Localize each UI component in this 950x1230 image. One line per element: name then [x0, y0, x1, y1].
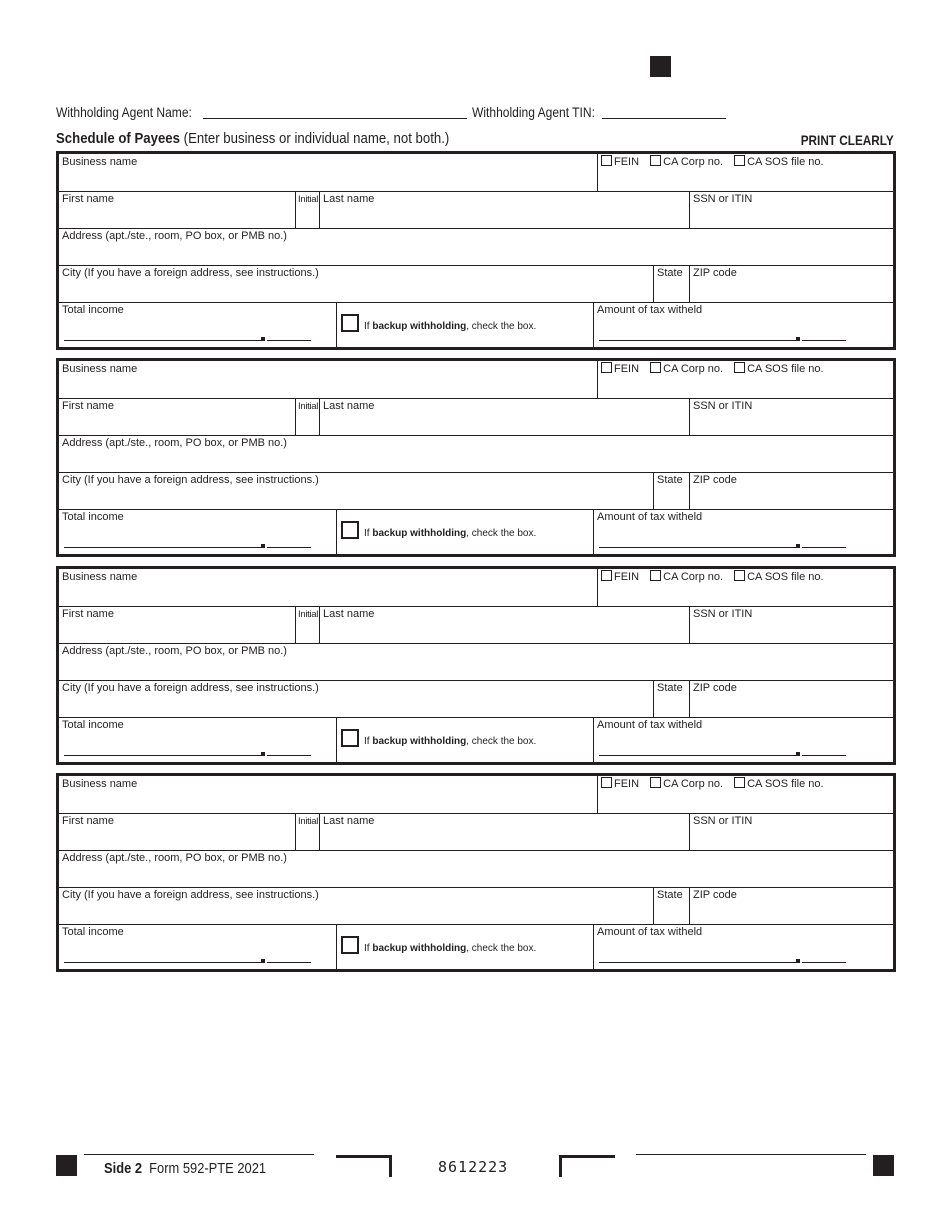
name-row	[59, 813, 893, 851]
tax-withheld-cents-line	[802, 755, 846, 756]
corner-mark-1	[336, 1155, 392, 1177]
ca-sos-label: CA SOS file no.	[747, 156, 824, 168]
agent-tin-field[interactable]	[602, 104, 726, 119]
city-field[interactable]	[59, 265, 653, 302]
tax-withheld-label: Amount of tax witheld	[597, 511, 703, 523]
ca-sos-checkbox[interactable]	[734, 570, 745, 581]
state-field[interactable]	[653, 472, 690, 509]
business-name-label: Business name	[62, 571, 138, 583]
business-name-label: Business name	[62, 778, 138, 790]
tax-withheld-cents-line	[802, 547, 846, 548]
tax-withheld-dollars-line	[599, 755, 796, 756]
tax-withheld-dollars-line	[599, 547, 796, 548]
business-row	[59, 154, 893, 192]
backup-withholding-label: If backup withholding, check the box.	[364, 943, 537, 954]
first-name-field[interactable]	[59, 191, 295, 228]
address-field[interactable]	[59, 435, 893, 472]
fein-checkbox[interactable]	[601, 570, 612, 581]
amount-row	[59, 302, 893, 347]
initial-label: Initial	[298, 401, 319, 412]
decimal-point	[796, 959, 800, 963]
city-row	[59, 472, 893, 510]
agent-name-label: Withholding Agent Name:	[56, 104, 192, 120]
initial-label: Initial	[298, 816, 319, 827]
ca-corp-checkbox[interactable]	[650, 570, 661, 581]
state-label: State	[657, 682, 683, 694]
tax-withheld-field[interactable]	[593, 924, 894, 969]
ssn-itin-label: SSN or ITIN	[693, 400, 753, 412]
last-name-label: Last name	[323, 193, 375, 205]
footer-form-id	[104, 1160, 266, 1178]
ssn-itin-field[interactable]	[689, 813, 894, 850]
name-row	[59, 606, 893, 644]
total-income-label: Total income	[62, 926, 124, 938]
decimal-point	[261, 544, 265, 548]
agent-tin-label: Withholding Agent TIN:	[472, 104, 595, 120]
registration-mark	[650, 56, 671, 77]
business-name-label: Business name	[62, 363, 138, 375]
payee-block	[56, 358, 896, 557]
first-name-label: First name	[62, 400, 114, 412]
last-name-field[interactable]	[319, 606, 690, 643]
total-income-dollars-line	[64, 340, 261, 341]
state-label: State	[657, 474, 683, 486]
tax-withheld-cents-line	[802, 340, 846, 341]
decimal-point	[796, 752, 800, 756]
tax-withheld-field[interactable]	[593, 717, 894, 762]
tax-withheld-label: Amount of tax witheld	[597, 926, 703, 938]
decimal-point	[796, 337, 800, 341]
last-name-label: Last name	[323, 400, 375, 412]
decimal-point	[261, 752, 265, 756]
amount-row	[59, 924, 893, 969]
total-income-dollars-line	[64, 755, 261, 756]
ca-sos-checkbox[interactable]	[734, 362, 745, 373]
ca-corp-label: CA Corp no.	[663, 778, 724, 790]
business-row	[59, 569, 893, 607]
address-row	[59, 435, 893, 473]
business-name-field[interactable]	[59, 154, 597, 191]
fein-checkbox[interactable]	[601, 777, 612, 788]
decimal-point	[261, 337, 265, 341]
fein-checkbox[interactable]	[601, 362, 612, 373]
print-clearly-label: PRINT CLEARLY	[800, 132, 894, 148]
ssn-itin-field[interactable]	[689, 191, 894, 228]
ca-corp-label: CA Corp no.	[663, 571, 724, 583]
business-name-label: Business name	[62, 156, 138, 168]
state-field[interactable]	[653, 265, 690, 302]
total-income-label: Total income	[62, 719, 124, 731]
first-name-field[interactable]	[59, 398, 295, 435]
backup-withholding-label: If backup withholding, check the box.	[364, 736, 537, 747]
state-label: State	[657, 267, 683, 279]
city-label: City (If you have a foreign address, see instructions.)	[62, 474, 319, 486]
city-field[interactable]	[59, 680, 653, 717]
last-name-label: Last name	[323, 815, 375, 827]
ca-corp-label: CA Corp no.	[663, 156, 724, 168]
address-field[interactable]	[59, 228, 893, 265]
fein-label: FEIN	[614, 571, 640, 583]
first-name-label: First name	[62, 815, 114, 827]
state-field[interactable]	[653, 887, 690, 924]
fein-label: FEIN	[614, 778, 640, 790]
tax-withheld-cents-line	[802, 962, 846, 963]
address-field[interactable]	[59, 643, 893, 680]
first-name-label: First name	[62, 608, 114, 620]
backup-withholding-field	[336, 717, 594, 762]
city-field[interactable]	[59, 472, 653, 509]
backup-withholding-label: If backup withholding, check the box.	[364, 321, 537, 332]
ssn-itin-label: SSN or ITIN	[693, 815, 753, 827]
city-label: City (If you have a foreign address, see instructions.)	[62, 889, 319, 901]
city-label: City (If you have a foreign address, see instructions.)	[62, 682, 319, 694]
ca-sos-label: CA SOS file no.	[747, 363, 824, 375]
total-income-label: Total income	[62, 511, 124, 523]
payee-block	[56, 773, 896, 972]
total-income-field[interactable]	[59, 717, 336, 762]
address-label: Address (apt./ste., room, PO box, or PMB no.)	[62, 230, 287, 242]
name-row	[59, 191, 893, 229]
backup-withholding-checkbox[interactable]	[341, 729, 359, 747]
zip-label: ZIP code	[693, 682, 737, 694]
tax-withheld-field[interactable]	[593, 302, 894, 347]
fein-checkbox[interactable]	[601, 155, 612, 166]
zip-field[interactable]	[689, 265, 894, 302]
id-type-field	[597, 569, 894, 606]
ca-corp-checkbox[interactable]	[650, 362, 661, 373]
initial-label: Initial	[298, 194, 319, 205]
last-name-field[interactable]	[319, 813, 690, 850]
footer-mark-right	[873, 1155, 894, 1176]
address-label: Address (apt./ste., room, PO box, or PMB no.)	[62, 645, 287, 657]
footer-rule-left	[84, 1154, 314, 1155]
backup-withholding-field	[336, 302, 594, 347]
ssn-itin-field[interactable]	[689, 606, 894, 643]
ca-corp-checkbox[interactable]	[650, 777, 661, 788]
address-field[interactable]	[59, 850, 893, 887]
ca-corp-checkbox[interactable]	[650, 155, 661, 166]
first-name-field[interactable]	[59, 813, 295, 850]
total-income-field[interactable]	[59, 509, 336, 554]
id-type-field	[597, 361, 894, 398]
initial-label: Initial	[298, 609, 319, 620]
first-name-label: First name	[62, 193, 114, 205]
ca-sos-checkbox[interactable]	[734, 777, 745, 788]
form-code: 8612223	[438, 1158, 509, 1176]
fein-label: FEIN	[614, 363, 640, 375]
city-row	[59, 887, 893, 925]
total-income-dollars-line	[64, 547, 261, 548]
city-row	[59, 680, 893, 718]
backup-withholding-checkbox[interactable]	[341, 936, 359, 954]
corner-mark-2	[559, 1155, 615, 1177]
initial-field[interactable]	[295, 398, 320, 435]
business-row	[59, 776, 893, 814]
total-income-cents-line	[267, 755, 311, 756]
ssn-itin-label: SSN or ITIN	[693, 193, 753, 205]
tax-withheld-label: Amount of tax witheld	[597, 304, 703, 316]
city-field[interactable]	[59, 887, 653, 924]
ssn-itin-field[interactable]	[689, 398, 894, 435]
total-income-cents-line	[267, 340, 311, 341]
backup-withholding-field	[336, 509, 594, 554]
address-row	[59, 643, 893, 681]
business-name-field[interactable]	[59, 776, 597, 813]
id-type-field	[597, 154, 894, 191]
zip-label: ZIP code	[693, 474, 737, 486]
total-income-cents-line	[267, 962, 311, 963]
address-row	[59, 850, 893, 888]
footer-mark-left	[56, 1155, 77, 1176]
zip-field[interactable]	[689, 680, 894, 717]
agent-name-field[interactable]	[203, 104, 467, 119]
tax-withheld-dollars-line	[599, 962, 796, 963]
ca-sos-label: CA SOS file no.	[747, 571, 824, 583]
backup-withholding-checkbox[interactable]	[341, 521, 359, 539]
backup-withholding-field	[336, 924, 594, 969]
payee-block	[56, 151, 896, 350]
form-label: Form 592-PTE 2021	[149, 1160, 267, 1177]
amount-row	[59, 717, 893, 762]
state-field[interactable]	[653, 680, 690, 717]
total-income-field[interactable]	[59, 924, 336, 969]
business-name-field[interactable]	[59, 569, 597, 606]
address-label: Address (apt./ste., room, PO box, or PMB no.)	[62, 437, 287, 449]
tax-withheld-label: Amount of tax witheld	[597, 719, 703, 731]
address-label: Address (apt./ste., room, PO box, or PMB no.)	[62, 852, 287, 864]
last-name-field[interactable]	[319, 191, 690, 228]
city-label: City (If you have a foreign address, see instructions.)	[62, 267, 319, 279]
backup-withholding-checkbox[interactable]	[341, 314, 359, 332]
address-row	[59, 228, 893, 266]
decimal-point	[796, 544, 800, 548]
total-income-dollars-line	[64, 962, 261, 963]
business-name-field[interactable]	[59, 361, 597, 398]
tax-withheld-field[interactable]	[593, 509, 894, 554]
initial-field[interactable]	[295, 813, 320, 850]
total-income-cents-line	[267, 547, 311, 548]
zip-label: ZIP code	[693, 889, 737, 901]
schedule-title: Schedule of Payees (Enter business or individual name, not both.)	[56, 130, 450, 147]
zip-label: ZIP code	[693, 267, 737, 279]
amount-row	[59, 509, 893, 554]
business-row	[59, 361, 893, 399]
name-row	[59, 398, 893, 436]
zip-field[interactable]	[689, 472, 894, 509]
total-income-field[interactable]	[59, 302, 336, 347]
id-type-field	[597, 776, 894, 813]
zip-field[interactable]	[689, 887, 894, 924]
fein-label: FEIN	[614, 156, 640, 168]
ca-corp-label: CA Corp no.	[663, 363, 724, 375]
city-row	[59, 265, 893, 303]
side-label: Side 2	[104, 1160, 143, 1177]
footer-rule-right	[636, 1154, 866, 1155]
backup-withholding-label: If backup withholding, check the box.	[364, 528, 537, 539]
ca-sos-checkbox[interactable]	[734, 155, 745, 166]
total-income-label: Total income	[62, 304, 124, 316]
last-name-field[interactable]	[319, 398, 690, 435]
first-name-field[interactable]	[59, 606, 295, 643]
last-name-label: Last name	[323, 608, 375, 620]
initial-field[interactable]	[295, 606, 320, 643]
state-label: State	[657, 889, 683, 901]
ca-sos-label: CA SOS file no.	[747, 778, 824, 790]
decimal-point	[261, 959, 265, 963]
initial-field[interactable]	[295, 191, 320, 228]
tax-withheld-dollars-line	[599, 340, 796, 341]
payee-block	[56, 566, 896, 765]
ssn-itin-label: SSN or ITIN	[693, 608, 753, 620]
